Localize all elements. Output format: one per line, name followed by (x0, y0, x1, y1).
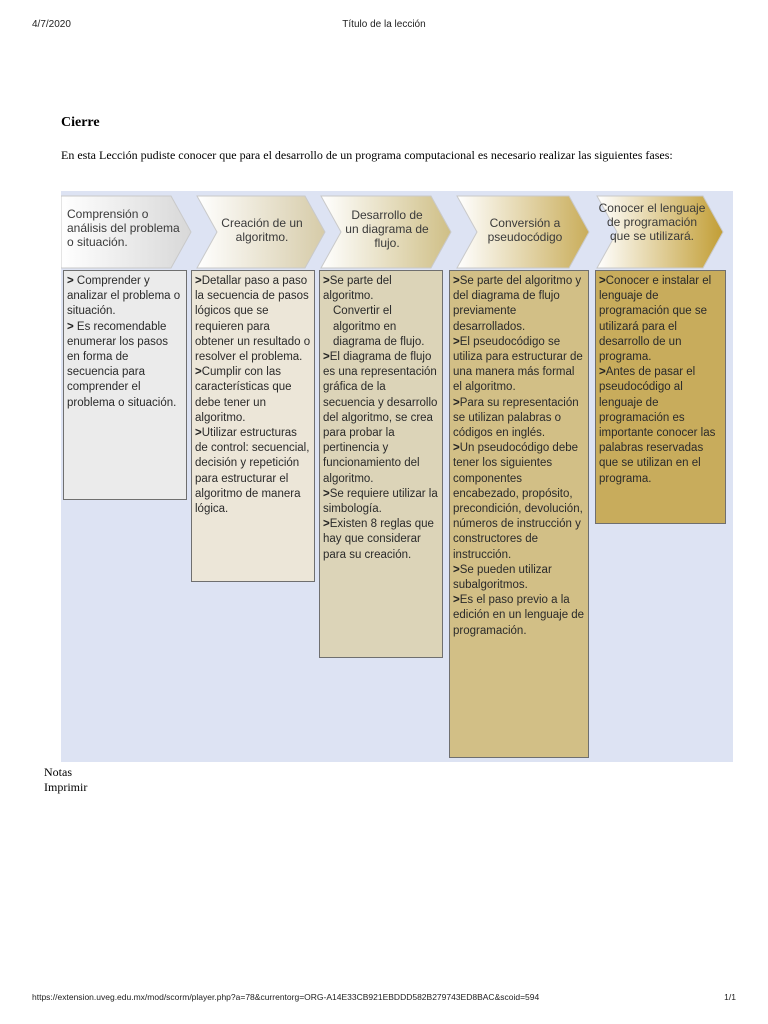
list-item: >Para su representación se utilizan palabras o códigos en inglés. (453, 396, 579, 440)
intro-paragraph: En esta Lección pudiste conocer que para el desarrollo de un programa computacional es necesario realizar las siguientes fases: (61, 148, 673, 162)
list-item: >Utilizar estructuras de control: secuencial, decisión y repetición para estructurar el algoritmo de manera lógica. (195, 427, 310, 516)
list-item: >Se parte del algoritmo y del diagrama de flujo previamente desarrollados. (453, 275, 582, 333)
list-item: >Conocer e instalar el lenguaje de programación que se utilizará para el desarrollo de un programa. (599, 275, 712, 364)
print-date: 4/7/2020 (32, 19, 71, 30)
phase-4-title: Conversión a pseudocódigo (487, 216, 563, 244)
list-item: >El pseudocódigo se utiliza para estructurar de una manera más formal el algoritmo. (453, 335, 583, 394)
phase-1-box (63, 270, 187, 500)
list-item: Convertir el algoritmo en diagrama de flujo. (333, 305, 425, 348)
print-link[interactable]: Imprimir (44, 780, 88, 794)
list-item: >Cumplir con las características que debe tener un algoritmo. (195, 366, 292, 424)
list-item: >Se parte del algoritmo. (323, 275, 392, 303)
list-item: >Se requiere utilizar la simbología. (323, 487, 438, 516)
list-item: >Es el paso previo a la edición en un lenguaje de programación. (453, 594, 585, 637)
phase-5-title: Conocer el lenguaje de programación que se utilizará. (598, 201, 706, 243)
phase-4-box (449, 270, 589, 758)
phase-1-title: Comprensión o análisis del problema o situación. (67, 207, 180, 249)
list-item: >Se pueden utilizar subalgoritmos. (453, 563, 552, 592)
footer-page-number: 1/1 (724, 992, 736, 1002)
phase-3-box (319, 270, 443, 658)
lesson-actions (44, 765, 87, 795)
list-item: > Es recomendable enumerar los pasos en forma de secuencia para comprender el problema o situación. (67, 320, 177, 409)
list-item: >Antes de pasar el pseudocódigo al lenguaje de programación es importante conocer las palabras reservadas que se utilizan en el programa. (599, 366, 716, 485)
print-title: Título de la lección (342, 19, 426, 30)
phase-3-title: Desarrollo de un diagrama de flujo. (345, 208, 429, 250)
list-item: >Detallar paso a paso la secuencia de pasos lógicos que se requieren para obtener un resultado o resolver el problema. (195, 275, 311, 364)
list-item: >Existen 8 reglas que hay que considerar para su creación. (323, 518, 434, 561)
section-heading: Cierre (61, 115, 100, 130)
notes-link[interactable]: Notas (44, 765, 72, 779)
list-item: >Un pseudocódigo debe tener los siguientes componentes encabezado, propósito, precondición, devolución, números de instrucción y constructores de instrucción. (453, 442, 583, 561)
phase-2-box (191, 270, 315, 582)
phase-2-title: Creación de un algoritmo. (221, 216, 303, 244)
list-item: >El diagrama de flujo es una representación gráfica de la secuencia y desarrollo del algoritmo, se crea para probar la pertinencia y funcionamiento del algoritmo. (323, 351, 438, 485)
phase-5-box (595, 270, 726, 524)
list-item: > Comprender y analizar el problema o situación. (67, 275, 181, 318)
phases-diagram (61, 191, 733, 762)
footer-url: https://extension.uveg.edu.mx/mod/scorm/player.php?a=78&currentorg=ORG-A14E33CB921EBDDD582B279743ED8BAC&scoid=594 (32, 992, 540, 1002)
